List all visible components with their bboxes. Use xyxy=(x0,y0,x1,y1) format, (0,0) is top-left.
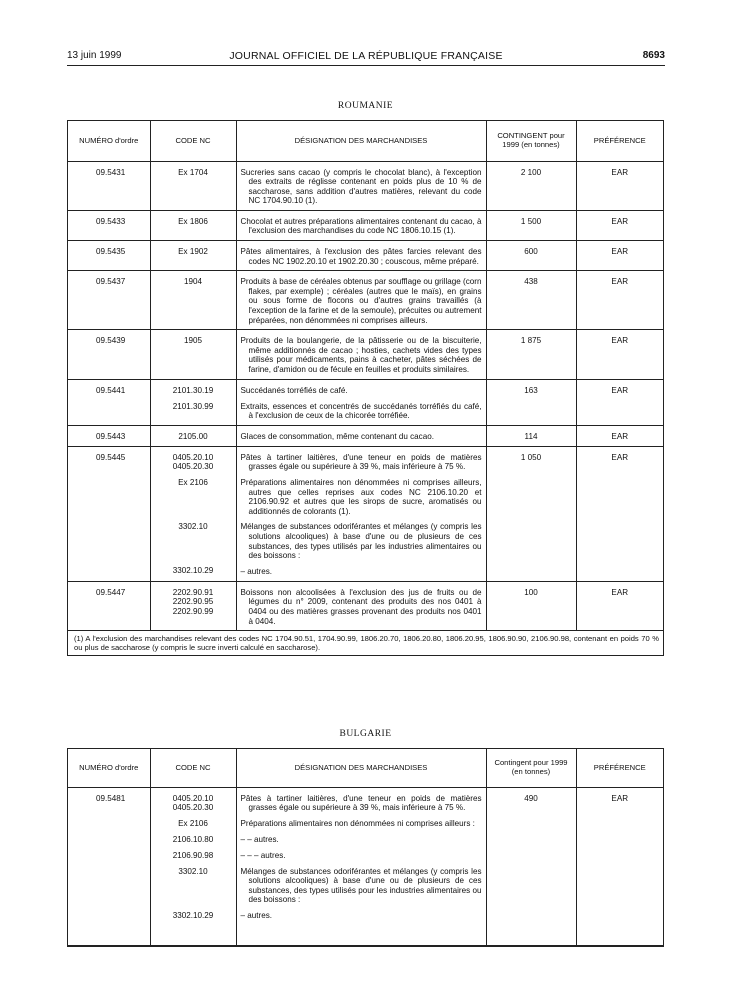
cell-preference: EAR xyxy=(576,425,663,446)
designation-entry: Succédanés torréfiés de café. xyxy=(240,385,348,395)
code-entry: 1904 xyxy=(183,277,202,287)
cell-ordre: 09.5445 xyxy=(68,446,150,581)
table-bulgarie xyxy=(67,748,664,947)
cell-preference: EAR xyxy=(576,161,663,210)
section-title-bulgarie: BULGARIE xyxy=(339,729,392,739)
code-entry: 3302.10.29 xyxy=(172,566,214,575)
cell-ordre: 09.5437 xyxy=(68,271,150,330)
col-ordre: NUMÉRO d'ordre xyxy=(68,121,150,161)
table-roumanie xyxy=(67,120,664,656)
cell-contingent: 1 500 xyxy=(486,210,576,240)
cell-designation xyxy=(236,241,486,271)
cell-code xyxy=(150,271,236,330)
designation-entry: Pâtes à tartiner laitières, d'une teneur en poids de matières grasses égale ou supérieure à 39 %, mais inférieure à 75 %. xyxy=(240,452,482,472)
col-designation: DÉSIGNATION DES MARCHANDISES xyxy=(236,121,486,161)
code-entry: 3302.10.29 xyxy=(172,910,214,920)
cell-preference: EAR xyxy=(576,446,663,581)
cell-preference: EAR xyxy=(576,330,663,379)
cell-designation xyxy=(236,425,486,446)
col-preference: PRÉFÉRENCE xyxy=(576,749,663,787)
cell-contingent: 600 xyxy=(486,241,576,271)
designation-entry: Produits de la boulangerie, de la pâtisserie ou de la biscuiterie, même additionnés de cacao ; hosties, cachets vides des types utilisés pour médicaments, pains à cacheter, pâtes séchées de farine, d'amidon ou de fécule en feuilles et produits similaires. xyxy=(240,336,482,375)
cell-designation xyxy=(236,210,486,240)
table-row xyxy=(68,425,663,446)
designation-entry: – autres. xyxy=(240,566,272,576)
code-entry: 2105.00 xyxy=(178,431,208,441)
designation-entry: Préparations alimentaires non dénommées ni comprises ailleurs : xyxy=(240,818,475,828)
cell-contingent: 490 xyxy=(486,787,576,945)
code-entry: 0405.20.10 0405.20.30 xyxy=(172,793,214,813)
designation-entry: Produits à base de céréales obtenus par soufflage ou grillage (corn flakes, par exemple) ; céréales (autres que le maïs), en grains ou sous forme de flocons ou d'autres grains travaillés (à l'exception de la farine et de la semoule), précuites ou autrement préparées, non dénommées ni comprises ailleurs. xyxy=(240,277,482,325)
code-entry: 2202.90.91 2202.90.95 2202.90.99 xyxy=(172,587,214,616)
code-entry: Ex 2106 xyxy=(178,478,208,487)
page-date: 13 juin 1999 xyxy=(67,50,122,61)
cell-ordre: 09.5443 xyxy=(68,425,150,446)
cell-contingent: 1 875 xyxy=(486,330,576,379)
cell-designation xyxy=(236,330,486,379)
cell-preference: EAR xyxy=(576,210,663,240)
cell-designation xyxy=(236,787,486,945)
cell-contingent: 2 100 xyxy=(486,161,576,210)
cell-preference: EAR xyxy=(576,379,663,425)
cell-code xyxy=(150,446,236,581)
cell-code xyxy=(150,241,236,271)
designation-entry: Mélanges de substances odoriférantes et mélanges (y compris les solutions alcooliques) à base d'une ou de plusieurs de ces substances, des types utilisés par les industries alimentaires ou des boissons : xyxy=(240,522,482,561)
designation-entry: Chocolat et autres préparations alimentaires contenant du cacao, à l'exclusion des marchandises du code NC 1806.10.15 (1). xyxy=(240,216,482,236)
cell-ordre: 09.5433 xyxy=(68,210,150,240)
cell-preference: EAR xyxy=(576,271,663,330)
table-row xyxy=(68,241,663,271)
designation-entry: Boissons non alcoolisées à l'exclusion des jus de fruits ou de légumes du n° 2009, contenant des produits des nos 0401 à 0404 ou des matières grasses provenant des produits nos 0401 à 0404. xyxy=(240,587,482,626)
code-entry: 3302.10 xyxy=(178,866,208,876)
page-number: 8693 xyxy=(642,50,665,61)
cell-code xyxy=(150,425,236,446)
code-entry: Ex 2106 xyxy=(178,818,208,828)
code-entry: 1905 xyxy=(183,336,202,346)
cell-code xyxy=(150,210,236,240)
cell-code xyxy=(150,787,236,945)
designation-entry: Extraits, essences et concentrés de succédanés torréfiés du café, à l'exclusion de ceux de la chicorée torréfiée. xyxy=(240,401,482,421)
designation-entry: – – autres. xyxy=(240,834,279,844)
col-ordre: NUMÉRO d'ordre xyxy=(68,749,150,787)
cell-code xyxy=(150,581,236,630)
col-contingent: CONTINGENT pour 1999 (en tonnes) xyxy=(486,121,576,161)
cell-contingent: 438 xyxy=(486,271,576,330)
footnote: (1) A l'exclusion des marchandises relevant des codes NC 1704.90.51, 1704.90.99, 1806.20.70, 1806.20.80, 1806.20.95, 1806.90.90, 2106.90.98, contenant en poids 70 % ou plus de saccharose (y compris le sucre inverti calculé en saccharose). xyxy=(74,634,659,652)
code-entry: 2106.90.98 xyxy=(172,850,214,860)
cell-preference: EAR xyxy=(576,787,663,945)
designation-entry: – autres. xyxy=(240,911,272,921)
cell-contingent: 1 050 xyxy=(486,446,576,581)
table-row xyxy=(68,210,663,240)
cell-ordre: 09.5435 xyxy=(68,241,150,271)
col-contingent: Contingent pour 1999 (en tonnes) xyxy=(486,749,576,787)
col-code: CODE NC xyxy=(150,121,236,161)
designation-entry: Glaces de consommation, même contenant du cacao. xyxy=(240,431,434,441)
designation-entry: Mélanges de substances odoriférantes et mélanges (y compris les solutions alcooliques) à base d'une ou de plusieurs de ces substances, des types utilisés pour les industries alimentaires ou des boissons : xyxy=(240,866,482,905)
cell-contingent: 114 xyxy=(486,425,576,446)
code-entry: Ex 1806 xyxy=(178,216,208,226)
code-entry: 3302.10 xyxy=(178,522,208,531)
col-designation: DÉSIGNATION DES MARCHANDISES xyxy=(236,749,486,787)
page-header xyxy=(67,50,665,64)
cell-preference: EAR xyxy=(576,241,663,271)
code-entry: 2101.30.99 xyxy=(172,401,214,411)
journal-title: JOURNAL OFFICIEL DE LA RÉPUBLIQUE FRANÇAISE xyxy=(229,50,503,62)
designation-entry: Pâtes à tartiner laitières, d'une teneur en poids de matières grasses égale ou supérieure à 39 %, mais inférieure à 75 %. xyxy=(240,793,482,813)
cell-code xyxy=(150,379,236,425)
cell-designation xyxy=(236,379,486,425)
cell-code xyxy=(150,330,236,379)
cell-ordre: 09.5431 xyxy=(68,161,150,210)
table-row xyxy=(68,271,663,330)
cell-ordre: 09.5447 xyxy=(68,581,150,630)
cell-ordre: 09.5439 xyxy=(68,330,150,379)
cell-ordre: 09.5441 xyxy=(68,379,150,425)
designation-entry: Préparations alimentaires non dénommées ni comprises ailleurs, autres que celles reprises aux codes NC 2106.10.20 et 2106.90.92 et autres que les sirops de sucre, aromatisés ou additionnés de colorants (1). xyxy=(240,478,482,516)
designation-entry: – – – autres. xyxy=(240,850,286,860)
cell-preference: EAR xyxy=(576,581,663,630)
col-preference: PRÉFÉRENCE xyxy=(576,121,663,161)
designation-entry: Sucreries sans cacao (y compris le chocolat blanc), à l'exception des extraits de réglisse contenant en poids plus de 10 % de saccharose, sans addition d'autres matières, relevant du code NC 1704.90.10 (1). xyxy=(240,167,482,206)
code-entry: 2106.10.80 xyxy=(172,834,214,844)
header-rule xyxy=(67,65,665,66)
col-code: CODE NC xyxy=(150,749,236,787)
table-row xyxy=(68,446,663,581)
cell-designation xyxy=(236,446,486,581)
cell-ordre: 09.5481 xyxy=(68,787,150,945)
code-entry: Ex 1704 xyxy=(178,167,208,177)
code-entry: Ex 1902 xyxy=(178,247,208,257)
section-title-roumanie: ROUMANIE xyxy=(337,101,394,111)
table-row xyxy=(68,379,663,425)
cell-contingent: 100 xyxy=(486,581,576,630)
table-row xyxy=(68,787,663,945)
table-row xyxy=(68,581,663,630)
designation-entry: Pâtes alimentaires, à l'exclusion des pâtes farcies relevant des codes NC 1902.20.10 et 1902.20.30 ; couscous, même préparé. xyxy=(240,247,482,266)
cell-contingent: 163 xyxy=(486,379,576,425)
table-row xyxy=(68,330,663,379)
cell-code xyxy=(150,161,236,210)
cell-designation xyxy=(236,161,486,210)
table-row xyxy=(68,161,663,210)
cell-designation xyxy=(236,581,486,630)
code-entry: 0405.20.10 0405.20.30 xyxy=(172,452,214,472)
code-entry: 2101.30.19 xyxy=(172,385,214,395)
cell-designation xyxy=(236,271,486,330)
